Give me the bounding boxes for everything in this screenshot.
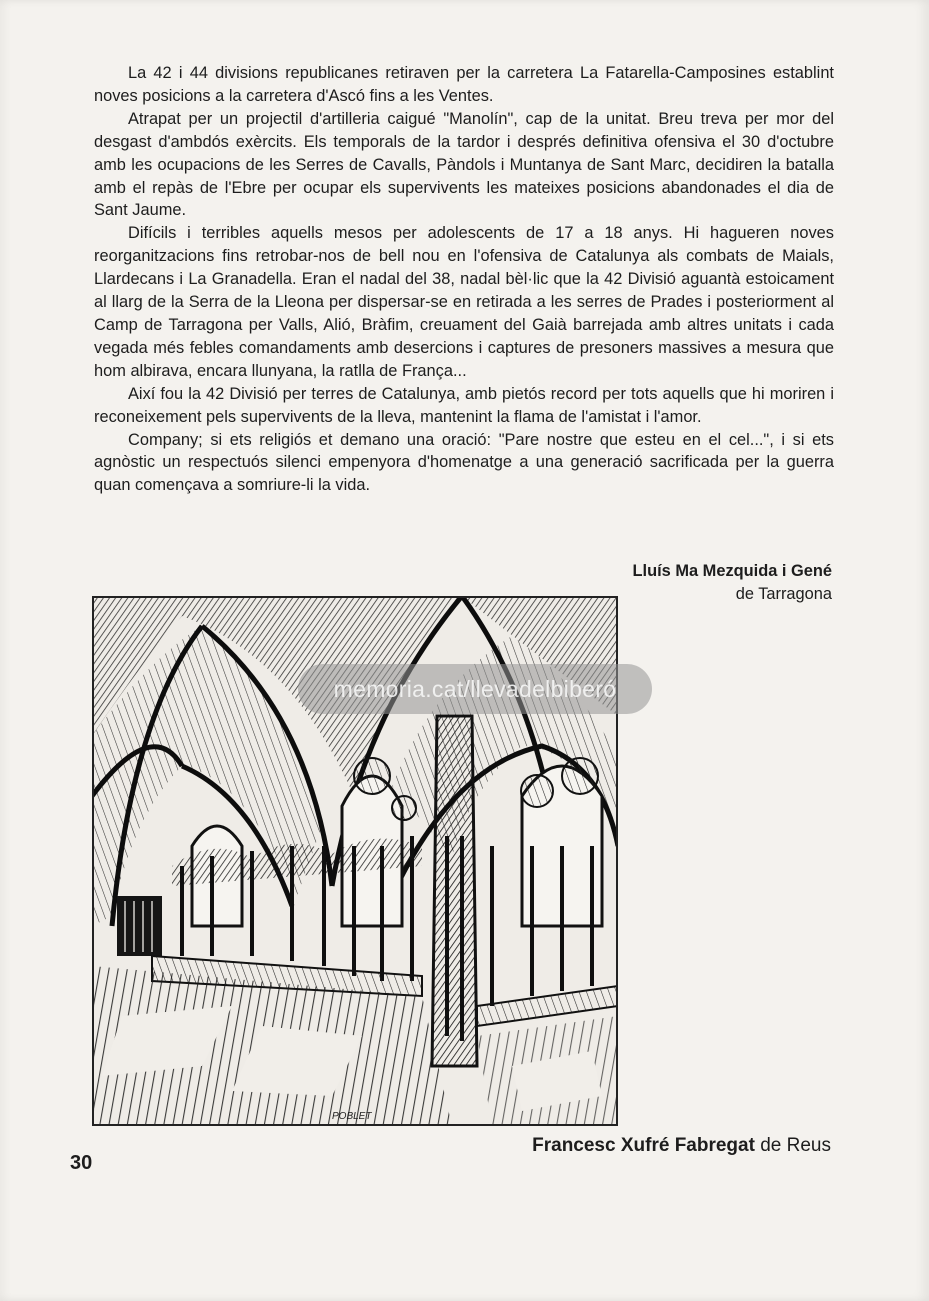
- illustration-credit: [532, 1133, 831, 1159]
- author-place: de Tarragona: [735, 585, 832, 603]
- paragraph-4: Així fou la 42 Divisió per terres de Catalunya, amb pietós record per tots aquells que hi moriren i reconeixement pels supervivents de la lleva, mantenint la flama de l'amistat i l'amor.: [94, 384, 834, 426]
- artist-place: de Reus: [760, 1135, 831, 1156]
- author-signature: [633, 560, 832, 606]
- page-number: 30: [70, 1152, 93, 1174]
- author-name: Lluís Ma Mezquida i Gené: [632, 562, 832, 580]
- artist-name: Francesc Xufré Fabregat: [532, 1135, 755, 1156]
- paragraph-1: La 42 i 44 divisions republicanes retiraven per la carretera La Fatarella-Camposines establint noves posicions a la carretera d'Ascó fins a les Ventes.: [94, 64, 834, 105]
- paragraph-3: Difícils i terribles aquells mesos per adolescents de 17 a 18 anys. Hi hagueren noves reorganitzacions fins retrobar-nos de bell nou en l'ofensiva de Catalunya als combats de Maials, Llardecans i La Granadella. Eran el nadal del 38, nadal bèl·lic que la 42 Divisió aguantà estoicament al llarg de la Serra de la Lleona per dispersar-se en retirada a les serres de Prades i posteriorment al Camp de Tarragona per Valls, Alió, Bràfim, creuament del Gaià barrejada amb altres unitats i cada vegada més febles comandaments amb desercions i captures de presoners massives a mesura que hom albirava, encara llunyana, la ratlla de França...: [94, 224, 834, 380]
- paragraph-5: Company; si ets religiós et demano una oració: "Pare nostre que esteu en el cel...", i si ets agnòstic un respectuós silenci empenyora d'homenatge a una generació sacrificada per la guerra quan començava a somriure-li la vida.: [94, 430, 834, 495]
- article-text: [94, 62, 834, 497]
- watermark-badge: memoria.cat/llevadelbiberó: [298, 664, 652, 714]
- illustration-caption: POBLET: [332, 1111, 372, 1122]
- paragraph-2: Atrapat per un projectil d'artilleria caigué "Manolín", cap de la unitat. Breu treva per mor del desgast d'ambdós exèrcits. Els temporals de la tardor i després definitiva ofensiva el 30 d'octubre amb les ocupacions de les Serres de Cavalls, Pàndols i Muntanya de Sant Marc, decidiren la batalla amb el repàs de l'Ebre per ocupar els supervivents les mateixes posicions abandonades el dia de Sant Jaume.: [94, 109, 834, 220]
